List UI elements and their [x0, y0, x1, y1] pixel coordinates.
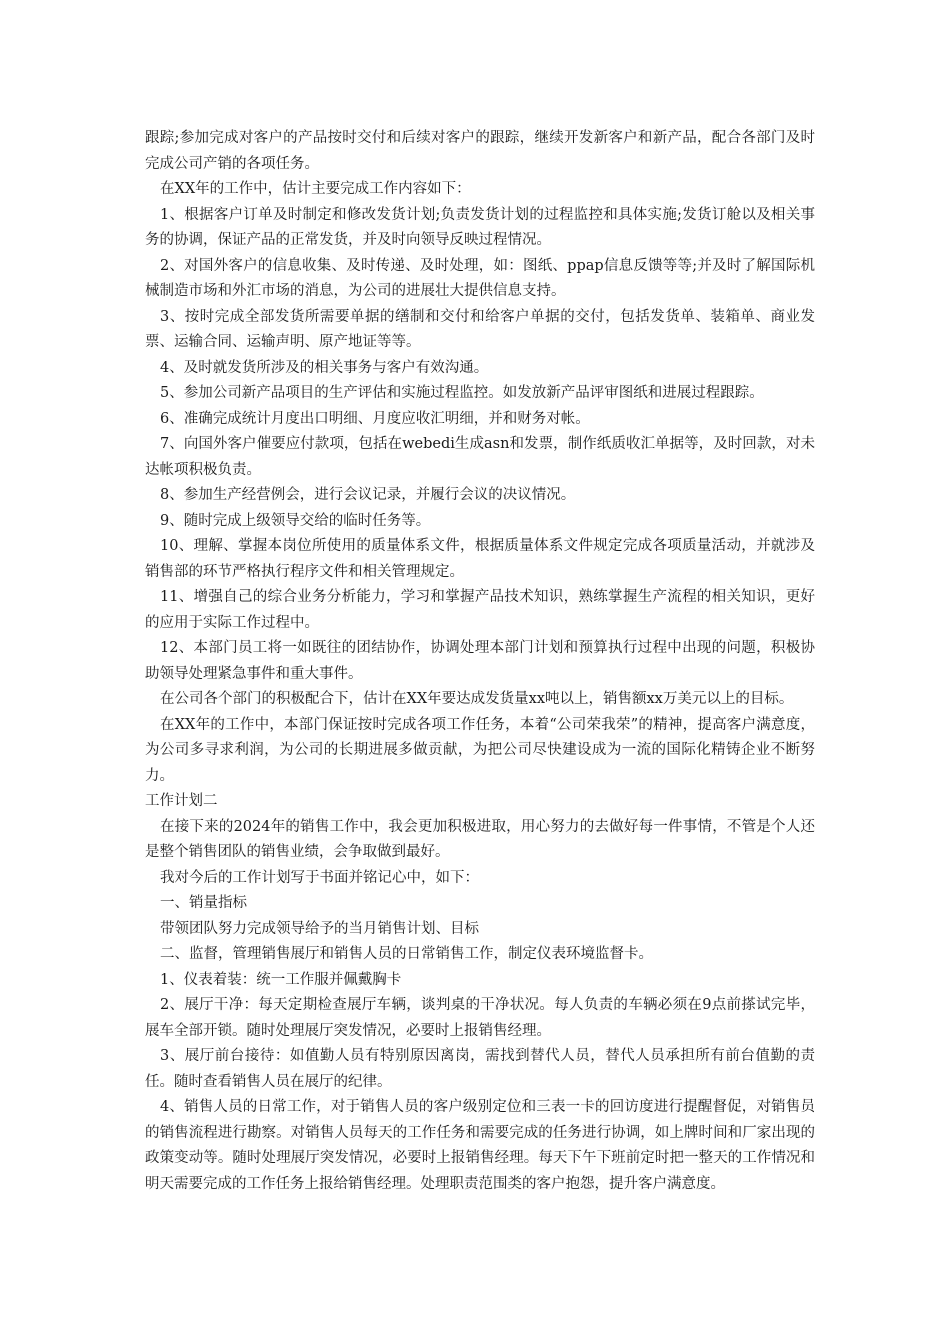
paragraph: 一、销量指标 [160, 895, 247, 911]
paragraph: 在接下来的2024年的销售工作中，我会更加积极进取，用心努力的去做好每一件事情，不管是个人还是整个销售团队的销售业绩，会争取做到最好。 [145, 818, 815, 860]
paragraph: 5、参加公司新产品项目的生产评估和实施过程监控。如发放新产品评审图纸和进展过程跟踪。 [160, 385, 764, 401]
paragraph: 带领团队努力完成领导给予的当月销售计划、目标 [160, 920, 479, 937]
document-body [145, 126, 815, 1197]
paragraph: 8、参加生产经营例会，进行会议记录，并履行会议的决议情况。 [160, 487, 576, 503]
paragraph: 在公司各个部门的积极配合下，估计在XX年要达成发货量xx吨以上，销售额xx万美元以上的目标。 [160, 691, 794, 707]
paragraph: 2、对国外客户的信息收集、及时传递、及时处理，如：图纸、ppap信息反馈等等;并及时了解国际机械制造市场和外汇市场的消息，为公司的进展壮大提供信息支持。 [145, 257, 815, 299]
paragraph: 6、准确完成统计月度出口明细、月度应收汇明细，并和财务对帐。 [160, 410, 590, 427]
paragraph: 2、展厅干净：每天定期检查展厅车辆，谈判桌的干净状况。每人负责的车辆必须在9点前搽试完毕，展车全部开锁。随时处理展厅突发情况，必要时上报销售经理。 [145, 997, 815, 1039]
paragraph: 11、增强自己的综合业务分析能力，学习和掌握产品技术知识，熟练掌握生产流程的相关知识，更好的应用于实际工作过程中。 [145, 589, 815, 631]
paragraph: 10、理解、掌握本岗位所使用的质量体系文件，根据质量体系文件规定完成各项质量活动，并就涉及销售部的环节严格执行程序文件和相关管理规定。 [145, 538, 815, 580]
paragraph: 9、随时完成上级领导交给的临时任务等。 [160, 512, 431, 529]
paragraph: 在XX年的工作中，本部门保证按时完成各项工作任务，本着“公司荣我荣”的精神，提高客户满意度，为公司多寻求利润，为公司的长期进展多做贡献，为把公司尽快建设成为一流的国际化精铸企业不断努力。 [145, 716, 815, 784]
paragraph: 1、仪表着装：统一工作服并佩戴胸卡 [160, 971, 402, 988]
paragraph: 4、及时就发货所涉及的相关事务与客户有效沟通。 [160, 359, 489, 376]
paragraph: 二、监督，管理销售展厅和销售人员的日常销售工作，制定仪表环境监督卡。 [160, 946, 653, 962]
paragraph: 我对今后的工作计划写于书面并铭记心中，如下： [160, 869, 479, 886]
paragraph: 3、展厅前台接待：如值勤人员有特别原因离岗，需找到替代人员，替代人员承担所有前台值勤的责任。随时查看销售人员在展厅的纪律。 [145, 1048, 815, 1090]
paragraph: 12、本部门员工将一如既往的团结协作，协调处理本部门计划和预算执行过程中出现的问题，积极协助领导处理紧急事件和重大事件。 [145, 640, 815, 682]
paragraph: 跟踪;参加完成对客户的产品按时交付和后续对客户的跟踪，继续开发新客户和新产品，配合各部门及时完成公司产销的各项任务。 [145, 130, 815, 172]
paragraph: 3、按时完成全部发货所需要单据的缮制和交付和给客户单据的交付，包括发货单、装箱单、商业发票、运输合同、运输声明、原产地证等等。 [145, 308, 815, 350]
paragraph: 7、向国外客户催要应付款项，包括在webedi生成asn和发票，制作纸质收汇单据等，及时回款，对未达帐项积极负责。 [145, 436, 815, 478]
paragraph: 1、根据客户订单及时制定和修改发货计划;负责发货计划的过程监控和具体实施;发货订舱以及相关事务的协调，保证产品的正常发货，并及时向领导反映过程情况。 [145, 206, 815, 248]
section-heading: 工作计划二 [145, 793, 218, 809]
paragraph: 在XX年的工作中，估计主要完成工作内容如下： [160, 181, 471, 197]
paragraph: 4、销售人员的日常工作，对于销售人员的客户级别定位和三表一卡的回访度进行提醒督促，对销售员的销售流程进行勘察。对销售人员每天的工作任务和需要完成的任务进行协调，如上牌时间和厂家出现的政策变动等。随时处理展厅突发情况，必要时上报销售经理。每天下午下班前定时把一整天的工作情况和明天需要完成的工作任务上报给销售经理。处理职责范围类的客户抱怨，提升客户满意度。 [145, 1099, 815, 1192]
